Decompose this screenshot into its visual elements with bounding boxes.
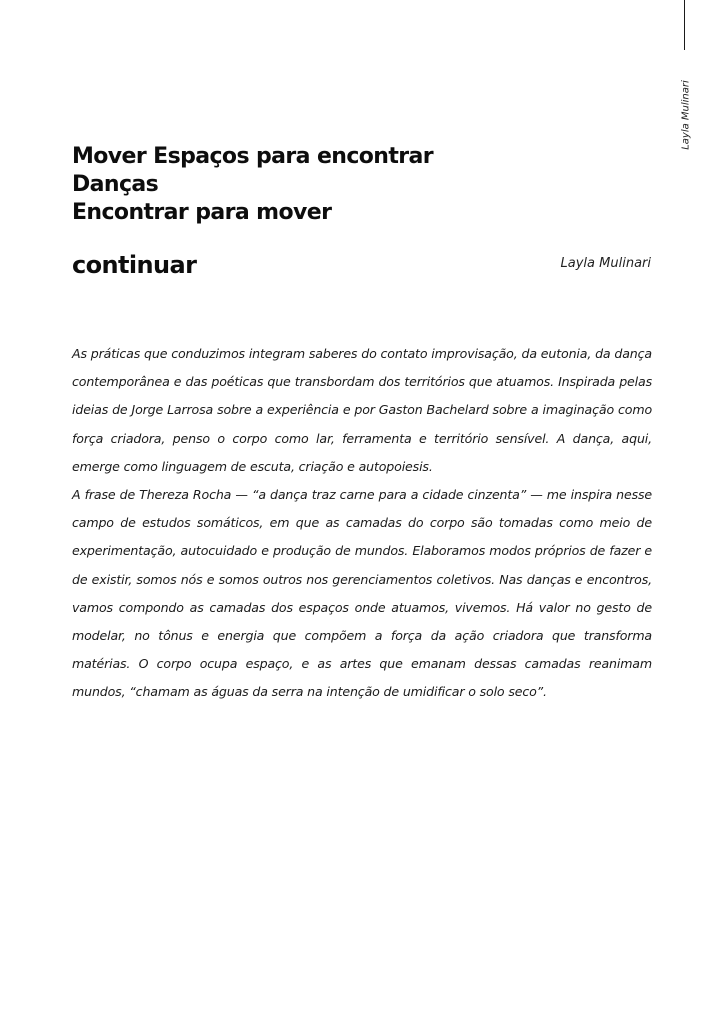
body-paragraph-2: A frase de Thereza Rocha — “a dança traz carne para a cidade cinzenta” — me inspira nesse campo de estudos somáticos, em que as camadas do corpo são tomadas como meio de experimentação, autocuidado e produção de mundos. Elaboramos modos próprios de fazer e de existir, somos nós e somos outros nos gerenciamentos coletivos. Nas danças e encontros, vamos compondo as camadas dos espaços onde atuamos, vivemos. Há valor no gesto de modelar, no tônus e energia que compõem a força da ação criadora que transforma matérias. O corpo ocupa espaço, e as artes que emanam dessas camadas reanimam mundos, “chamam as águas da serra na intenção de umidificar o solo seco”. — [72, 487, 652, 700]
body-paragraph-1: As práticas que conduzimos integram saberes do contato improvisação, da eutonia, da dança contemporânea e das poéticas que transbordam dos territórios que atuamos. Inspirada pelas ideias de Jorge Larrosa sobre a experiência e por Gaston Bachelard sobre a imaginação como força criadora, penso o corpo como lar, ferramenta e território sensível. A dança, aqui, emerge como linguagem de escuta, criação e autopoiesis. — [72, 346, 652, 474]
title-line-3: Encontrar para mover — [72, 200, 332, 225]
title-line-2: Danças — [72, 172, 159, 197]
title-line-1: Mover Espaços para encontrar — [72, 144, 434, 169]
author-byline: Layla Mulinari — [560, 256, 651, 271]
article-title — [72, 143, 433, 227]
header-rule — [684, 0, 685, 50]
running-header-author: Layla Mulinari — [680, 80, 692, 150]
article-body — [72, 340, 652, 707]
article-subtitle: continuar — [72, 251, 197, 279]
